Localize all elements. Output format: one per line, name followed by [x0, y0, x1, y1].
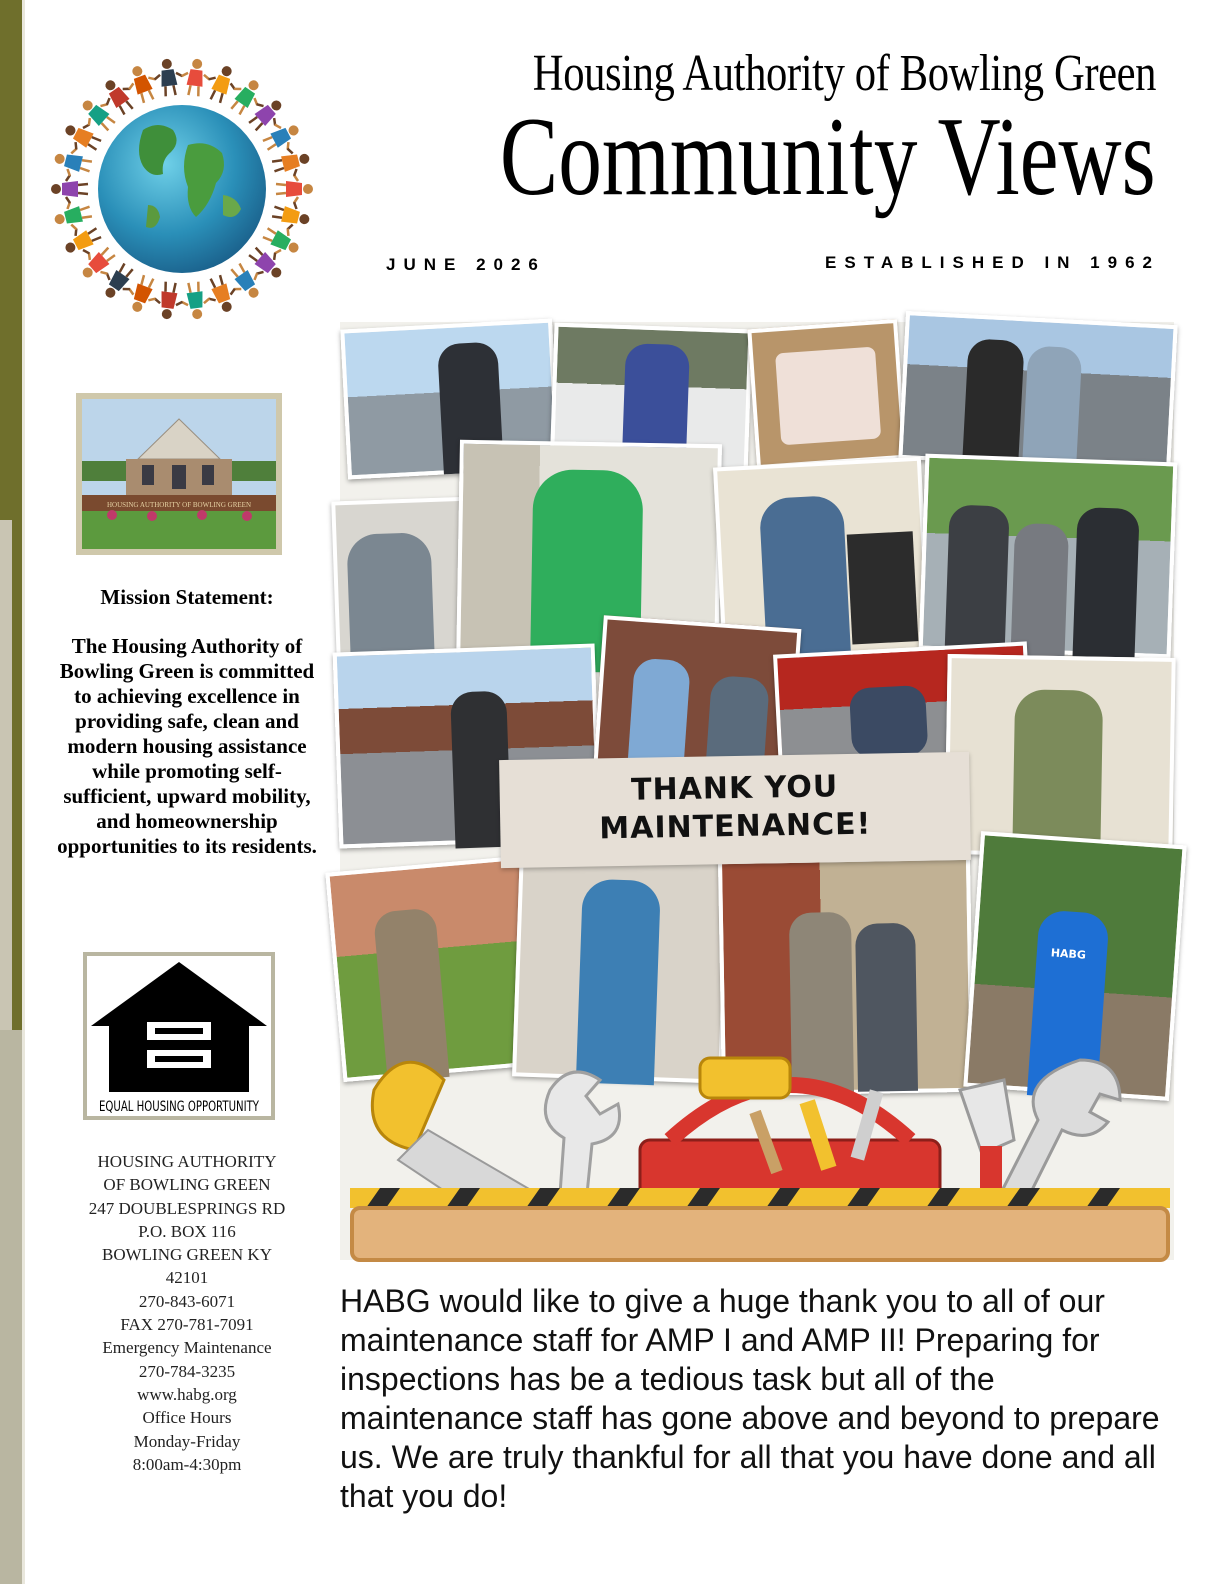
sidebar-accent-bar-mid — [0, 1030, 22, 1584]
sidebar-accent-shadow — [22, 0, 25, 1584]
person-figure — [51, 144, 94, 180]
building-sign-text: HOUSING AUTHORITY OF BOWLING GREEN — [106, 501, 252, 509]
contact-line: BOWLING GREEN KY — [102, 1245, 272, 1265]
person-figure — [270, 144, 313, 180]
issue-date: JUNE 2026 — [386, 255, 546, 274]
person-figure — [276, 175, 313, 203]
established-year: ESTABLISHED IN 1962 — [825, 253, 1160, 272]
collage-photo — [747, 319, 906, 469]
shirt-logo: HABG — [1050, 946, 1087, 962]
office-building-photo — [76, 393, 282, 555]
masthead-title: Community Views — [500, 95, 1156, 219]
banner-line-2: MAINTENANCE! — [599, 806, 872, 847]
contact-line: P.O. BOX 116 — [138, 1221, 236, 1241]
banner-line-1: THANK YOU — [630, 769, 839, 808]
contact-line: HOUSING AUTHORITY — [97, 1152, 277, 1171]
mission-statement-text: The Housing Authority of Bowling Green is committed to achieving excellence in providing safe, clean and modern housing assistance while promoting self-sufficient, upward mobility, and homeownership opportunities to its residents. — [57, 634, 317, 858]
eho-logo-text: EQUAL HOUSING OPPORTUNITY — [99, 1099, 260, 1115]
contact-line: 8:00am-4:30pm — [132, 1454, 242, 1474]
person-figure — [179, 57, 211, 97]
collage-photo — [898, 311, 1177, 473]
person-figure — [152, 57, 184, 97]
person-figure — [152, 281, 184, 321]
contact-phone: 270-843-6071 — [138, 1291, 236, 1311]
maintenance-photo-collage — [340, 322, 1174, 1260]
mission-statement-heading: Mission Statement: — [100, 585, 274, 609]
contact-line: 42101 — [165, 1268, 209, 1288]
thank-you-banner — [499, 752, 971, 868]
contact-fax: FAX 270-781-7091 — [120, 1315, 254, 1335]
contact-line: Monday-Friday — [133, 1431, 241, 1451]
equal-housing-opportunity-logo — [85, 954, 273, 1118]
tools-illustration — [340, 1030, 1174, 1260]
collage-photo — [944, 654, 1175, 858]
contact-line: Office Hours — [142, 1408, 232, 1428]
contact-info — [70, 1150, 304, 1476]
person-figure — [270, 198, 313, 234]
person-figure — [51, 198, 94, 234]
article-body: HABG would like to give a huge thank you to all of our maintenance staff for AMP I and AMP II! Preparing for inspections has be a tedious task but all of the maintenance staff has gone above and beyond to prepare us. We are truly thankful for all that you have done and all that you do! — [340, 1283, 1160, 1514]
contact-line: OF BOWLING GREEN — [103, 1175, 271, 1195]
person-figure — [51, 175, 88, 203]
globe-people-logo — [48, 55, 316, 323]
collage-photo — [919, 454, 1178, 659]
caution-tape — [350, 1188, 1170, 1208]
contact-website: www.habg.org — [137, 1384, 237, 1404]
wood-plank — [352, 1208, 1168, 1260]
contact-emergency-phone: 270-784-3235 — [138, 1361, 236, 1381]
person-figure — [179, 281, 211, 321]
contact-line: 247 DOUBLESPRINGS RD — [88, 1198, 286, 1218]
masthead-org-name: Housing Authority of Bowling Green — [532, 45, 1156, 102]
contact-line: Emergency Maintenance — [102, 1338, 272, 1358]
